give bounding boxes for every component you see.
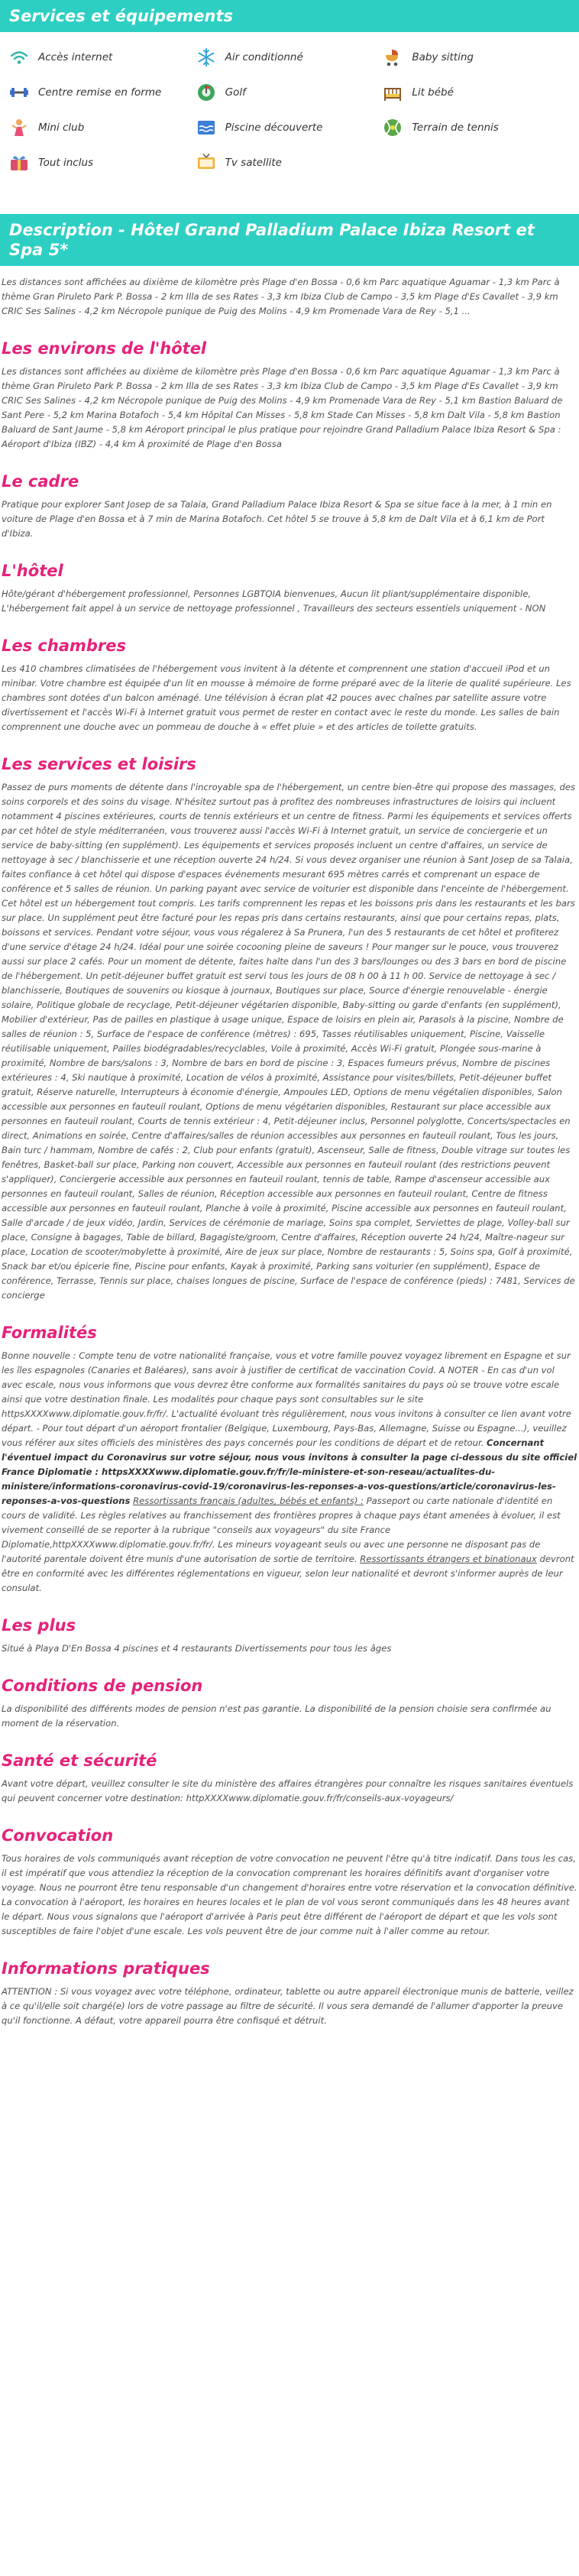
section-title-sante: Santé et sécurité (2, 1751, 157, 1770)
all-inclusive-icon (9, 153, 29, 173)
amenity-label: Piscine découverte (225, 122, 323, 134)
amenity-golf (196, 83, 383, 102)
section-title-hotel: L'hôtel (2, 562, 63, 580)
amenity-label: Baby sitting (412, 51, 474, 63)
amenity-label: Golf (225, 86, 246, 99)
section-text-services: Passez de purs moments de détente dans l'incroyable spa de l'hébergement, un centre bien-être qui propose des massages, des soins corporels et des soins du visage. N'hésitez surtout pas à profitez des nombreuses infrastructures de loisirs qui incluent notamment 4 piscines extérieures, courts de tennis extérieurs et un centre de fitness. Parmi les équipements et services offerts par cet hôtel de style méditerranéen, vous trouverez aussi l'accès Wi-Fi à Internet gratuit, un service de conciergerie et un service de baby-sitting (en supplément). Les équipements et services proposés incluent un centre d'affaires, un service de nettoyage à sec / blanchisserie et une réception ouverte 24 h/24. Si vous devez organiser une réunion à Sant Josep de sa Talaia, faites confiance à cet hôtel qui dispose d'espaces événements mesurant 695 mètres carrés et comprenant un espace de conférence et 5 salles de réunion. Un parking payant avec service de voiturier est disponible dans l'enceinte de l'hébergement. Cet hôtel est un hébergement tout compris. Les tarifs comprennent les repas et les boissons pris dans les restaurants et les bars sur place. Un supplément peut être facturé pour les repas pris dans certains restaurants, ainsi que pour certains repas, plats, boissons et services. Pendant votre séjour, vous vous régalerez à Sa Prunera, l'un des 5 restaurants de cet hôtel et profiterez d'une service d'étage 24 h/24. Idéal pour une soirée cocooning pleine de saveurs ! Pour manger sur le pouce, vous trouverez aussi sur place 2 cafés. Pour un moment de détente, faites halte dans l'un des 3 bars/lounges ou des 3 bars en bord de piscine de l'hébergement. Un petit-déjeuner buffet gratuit est servi tous les jours de 08 h 00 à 11 h 00. Service de nettoyage à sec / blanchisserie, Boutiques de souvenirs ou kiosque à journaux, Boutiques sur place, Source d'énergie renouvelable - énergie solaire, Politique globale de recyclage, Petit-déjeuner végétarien disponible, Baby-sitting ou garde d'enfants (en supplément), Mobilier d'extérieur, Pas de pailles en plastique à usage unique, Espace de loisirs en plein air, Parasols à la piscine, Nombre de salles de réunion : 5, Surface de l'espace de conférence (mètres) : 695, Tasses réutilisables uniquement, Piscine, Vaisselle réutilisable uniquement, Pailles biodégradables/recyclables, Voile à proximité, Accès Wi-Fi gratuit, Plongée sous-marine à proximité, Nombre de bars/salons : 3, Nombre de bars en bord de piscine : 3, Espaces fumeurs prévus, Nombre de piscines extérieures : 4, Ski nautique à proximité, Location de vélos à proximité, Assistance pour visites/billets, Petit-déjeuner buffet gratuit, Réserve naturelle, Interrupteurs à économie d'énergie, Ampoules LED, Options de menu végétalien disponibles, Salon accessible aux personnes en fauteuil roulant, Options de menu végétarien disponibles, Restaurant sur place accessible aux personnes en fauteuil roulant, Courts de tennis extérieur : 4, Petit-déjeuner inclus, Personnel polyglotte, Concerts/spectacles en direct, Animations en soirée, Centre d'affaires/salles de réunion accessibles aux personnes en fauteuil roulant, Tous les jours, Bain turc / hammam, Nombre de cafés : 2, Club pour enfants (gratuit), Ascenseur, Salle de fitness, Double vitrage sur toutes les fenêtres, Basket-ball sur place, Parking non couvert, Accessible aux personnes en fauteuil roulant (des restrictions peuvent s'appliquer), Conciergerie accessible aux personnes en fauteuil roulant, tennis de table, Rampe d'ascenseur accessible aux personnes en fauteuil roulant, Salles de réunion, Réception accessible aux personnes en fauteuil roulant, Centre de fitness accessible aux personnes en fauteuil roulant, Planche à voile à proximité, Piscine accessible aux personnes en fauteuil roulant, Salle d'arcade / de jeux vidéo, Jardin, Services de cérémonie de mariage, Soins spa complet, Serviettes de plage, Volley-ball sur place, Consigne à bagages, Table de billard, Bagagiste/groom, Centre d'affaires, Réception ouverte 24 h/24, Maître-nageur sur place, Location de scooter/mobylette à proximité, Aire de jeux sur place, Nombre de restaurants : 5, Soins spa, Golf à proximité, Snack bar et/ou épicerie fine, Piscine pour enfants, Kayak à proximité, Parking sans voiturier (en supplément), Espace de conférence, Terrasse, Tennis sur place, chaises longues de piscine, Surface de l'espace de conférence (pieds) : 7481, Services de concierge (2, 782, 576, 1301)
section-title-convocation: Convocation (2, 1826, 114, 1845)
snowflake-icon (196, 47, 216, 67)
amenity-baby-sitting (383, 47, 570, 67)
section-title-formalites: Formalités (2, 1324, 97, 1342)
section-text-convocation: Tous horaires de vols communiqués avant réception de votre convocation ne peuvent l'être qu'à titre indicatif. Dans tous les cas, il est impératif que vous attendiez la réception de la convocation comprenant les horaires définitifs avant d'organiser votre voyage. Nous ne pourront être tenu responsable d'un changement d'horaires entre votre réservation et la convocation définitive. La convocation à l'aéroport, les horaires en heures locales et le plan de vol vous seront communiqués dans les 48 heures avant le départ. Nous vous signalons que l'aéroport d'arrivée à Paris peut être différent de l'aéroport de départ et que les vols sont susceptibles de faire l'objet d'une escale. Les vols peuvent être de jour comme nuit à l'aller comme au retour. (2, 1853, 577, 1936)
description-banner: Description - Hôtel Grand Palladium Palace Ibiza Resort et Spa 5* (0, 214, 579, 266)
section-text-sante: Avant votre départ, veuillez consulter le site du ministère des affaires étrangères pour connaître les risques sanitaires éventuels qui peuvent concerner votre destination: httpXXXXwww.diplomatie.gouv.fr/fr/conseils-aux-voyageurs/ (2, 1778, 574, 1803)
amenity-crib (383, 83, 570, 102)
section-text-environs: Les distances sont affichées au dixième de kilomètre près Plage d'en Bossa - 0,6 km Parc aquatique Aguamar - 1,3 km Parc à thème Gran Piruleto Park P. Bossa - 2 km Illa de ses Rates - 3,3 km Ibiza Club de Campo - 3,5 km Plage d'Es Cavallet - 3,9 km CRIC Ses Salines - 4,2 km Nécropole punique de Puig des Molins - 4,9 km Promenade Vara de Rey - 5,1 km Bastion Baluard de Sant Pere - 5,2 km Marina Botafoch - 5,4 km Hôpital Can Misses - 5,8 km Stade Can Misses - 5,8 km Dalt Vila - 5,8 km Bastion Baluard de Sant Jaume - 5,8 km Aéroport principal le plus pratique pour rejoindre Grand Palladium Palace Ibiza Resort & Spa : Aéroport d'Ibiza (IBZ) - 4,4 km À proximité de Plage d'en Bossa (2, 366, 563, 449)
kids-icon (9, 118, 29, 138)
amenity-satellite-tv (196, 153, 383, 173)
amenity-mini-club (9, 118, 196, 138)
section-text-pratiques: ATTENTION : Si vous voyagez avec votre téléphone, ordinateur, tablette ou autre appareil électronique munis de batterie, veillez à ce qu'il/elle soit chargé(e) lors de votre passage au filtre de sécurité. Il vous sera demandé de l'allumer d'apporter la preuve qu'il fonctionne. A défaut, votre appareil pourra être confisqué et détruit. (2, 1986, 574, 2026)
section-text-cadre: Pratique pour explorer Sant Josep de sa Talaia, Grand Palladium Palace Ibiza Resort & Spa se situe face à la mer, à 1 min en voiture de Plage d'en Bossa et à 7 min de Marina Botafoch. Cet hôtel 5 se trouve à 5,8 km de Dalt Vila et à 6,1 km de Port d'Ibiza. (2, 499, 552, 539)
amenity-air-conditioning (196, 47, 383, 67)
section-text-formalites (0, 1349, 579, 1596)
section-text-pension: La disponibilité des différents modes de pension n'est pas garantie. La disponibilité de la pension choisie sera confirmée au moment de la réservation. (2, 1703, 552, 1729)
section-title-environs: Les environs de l'hôtel (2, 339, 207, 358)
amenity-label: Centre remise en forme (38, 86, 162, 99)
section-text-plus: Situé à Playa D'En Bossa 4 piscines et 4 restaurants Divertissements pour tous les âges (2, 1643, 392, 1654)
formalites-underline-french: Ressortissants français (adultes, bébés et enfants) : (133, 1495, 364, 1506)
dumbbell-icon (9, 83, 29, 102)
stroller-icon (383, 47, 403, 67)
amenity-all-inclusive (9, 153, 196, 173)
formalites-part: Bonne nouvelle : Compte tenu de votre nationalité française, vous et votre famille pouvez voyagez librement en Espagne et sur les îles espagnoles (Canaries et Baléares), sans avoir à justifier de certificat de vaccination Covid. A NOTER - En cas d'un vol avec escale, nous vous informons que vous devrez être conforme aux formalités sanitaires du pays où se trouve votre escale ainsi que votre destination finale. Les modalités pour chaque pays sont consultables sur le site httpsXXXXwww.diplomatie.gouv.fr/fr/. L'actualité évoluant très régulièrement, nous vous invitons à consulter ce lien avant votre départ. - Pour tout départ d'un aéroport frontalier (Belgique, Luxembourg, Pays-Bas, Allemagne, Suisse ou Espagne...), veuillez vous référer aux sites officiels des ministères des pays concernés pour les conditions de départ et de retour. (2, 1350, 571, 1448)
wifi-icon (9, 47, 29, 67)
section-title-plus: Les plus (2, 1616, 76, 1635)
amenity-label: Mini club (38, 122, 85, 134)
satellite-tv-icon (196, 153, 216, 173)
amenity-label: Air conditionné (225, 51, 303, 63)
amenity-internet (9, 47, 196, 67)
section-text-hotel: Hôte/gérant d'hébergement professionnel, Personnes LGBTQIA bienvenues, Aucun lit pliant/supplémentaire disponible, L'hébergement fait appel à un service de nettoyage professionnel , Travailleurs des secteurs essentiels uniquement - NON (2, 588, 546, 614)
formalites-underline-foreign: Ressortissants étrangers et binationaux (360, 1554, 537, 1564)
formalites-bold-notice: Concernant l'éventuel impact du Coronavirus sur votre séjour, nous vous invitons à consulter la page ci-dessous du site officiel France Diplomatie : httpsXXXXwww.diplomatie.gouv.fr/fr/le-ministere-et-son-reseau/actualites-du-ministere/informations-coronavirus-covid-19/coronavirus-les-reponses-a-vos-questions/article/coronavirus-les-reponses-a-vos-questions (2, 1437, 577, 1506)
crib-icon (383, 83, 403, 102)
amenity-label: Accès internet (38, 51, 113, 63)
section-title-cadre: Le cadre (2, 472, 79, 491)
section-title-chambres: Les chambres (2, 637, 127, 655)
amenity-label: Terrain de tennis (412, 122, 499, 134)
golf-icon (196, 83, 216, 102)
intro-text: Les distances sont affichées au dixième de kilomètre près Plage d'en Bossa - 0,6 km Parc aquatique Aguamar - 1,3 km Parc à thème Gran Piruleto Park P. Bossa - 2 km Illa de ses Rates - 3,3 km Ibiza Club de Campo - 3,5 km Plage d'Es Cavallet - 3,9 km CRIC Ses Salines - 4,2 km Nécropole punique de Puig des Molins - 4,9 km Promenade Vara de Rey - 5,1 ... (2, 277, 560, 316)
amenity-label: Tv satellite (225, 157, 282, 169)
amenity-tennis (383, 118, 570, 138)
section-title-pension: Conditions de pension (2, 1677, 203, 1695)
section-title-services: Les services et loisirs (2, 755, 196, 773)
section-title-pratiques: Informations pratiques (2, 1959, 210, 1978)
tennis-icon (383, 118, 403, 138)
pool-icon (196, 118, 216, 138)
amenity-fitness (9, 83, 196, 102)
formalites-part: devront être en conformité avec les différentes réglementations en vigueur, selon leur nationalité et devront s'informer auprès de leur consulat. (2, 1554, 574, 1593)
amenities-banner: Services et équipements (0, 0, 579, 32)
amenity-label: Tout inclus (38, 157, 94, 169)
formalites-part: Passeport ou carte nationale d'identité en cours de validité. Les règles relatives au franchissement des frontières propres à chaque pays étant amenées à évoluer, il est vivement conseillé de se reporter à la rubrique "conseils aux voyageurs" du site France Diplomatie,httpXXXXwww.diplomatie.gouv.fr/fr/. Les mineurs voyageant seuls ou avec une personne ne disposant pas de l'autorité parentale doivent être munis d'une autorisation de sortie de territoire. (2, 1495, 561, 1564)
amenity-label: Lit bébé (412, 86, 454, 99)
section-text-chambres: Les 410 chambres climatisées de l'hébergement vous invitent à la détente et comprennent une station d'accueil iPod et un minibar. Votre chambre est équipée d'un lit en mousse à mémoire de forme préparé avec de la literie de qualité supérieure. Les chambres sont dotées d'un balcon aménagé. Une télévision à écran plat 42 pouces avec chaînes par satellite assure votre divertissement et l'accès Wi-Fi à Internet gratuit vous permet de rester en contact avec le reste du monde. Les salles de bain comprennent une douche avec un pommeau de douche à « effet pluie » et des articles de toilette gratuits. (2, 663, 571, 732)
amenity-pool (196, 118, 383, 138)
amenities-grid (0, 32, 579, 180)
